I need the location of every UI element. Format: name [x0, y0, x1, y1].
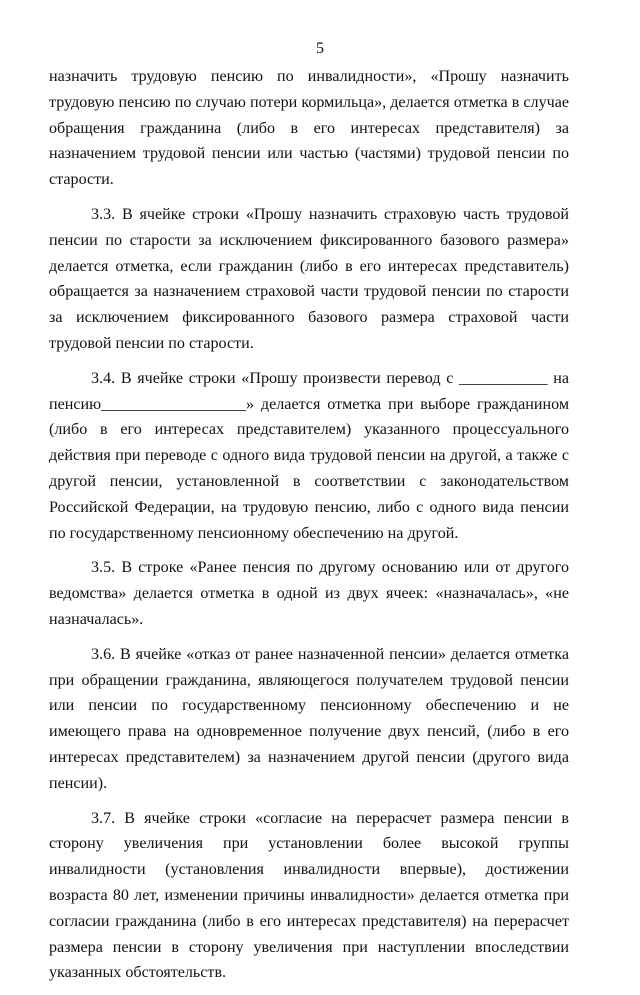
paragraph-3-6: 3.6. В ячейке «отказ от ранее назначенной пенсии» делается отметка при обращении гражданина, являющегося получателем трудовой пенсии или пенсии по государственному пенсионному обеспечению и не имеющего права на одновременное получение двух пенсий, (либо в его интересах представителем) за назначением другой пенсии (другого вида пенсии). — [49, 645, 569, 792]
paragraph-3-5: 3.5. В строке «Ранее пенсия по другому основанию или от другого ведомства» делается отметка в одной из двух ячеек: «назначалась», «не назначалась». — [49, 559, 569, 628]
page-number: 5 — [316, 40, 324, 57]
paragraph-3-3: 3.3. В ячейке строки «Прошу назначить страховую часть трудовой пенсии по старости за исключением фиксированного базового размера» делается отметка, если гражданин (либо в его интересах представитель) обращается за назначением страховой части трудовой пенсии по старости за исключением фиксированного базового размера страховой части трудовой пенсии по старости. — [49, 205, 569, 352]
document-body — [49, 64, 569, 995]
paragraph-3-4: 3.4. В ячейке строки «Прошу произвести перевод с ___________ на пенсию__________________» делается отметка при выборе гражданином (либо в его интересах представителем) указанного процессуального действия при переводе с одного вида трудовой пенсии на другой, а также с другой пенсии, установленной в соответствии с законодательством Российской Федерации, на трудовую пенсию, либо с одного вида пенсии по государственному пенсионному обеспечению на другой. — [49, 369, 569, 542]
paragraph-3-7: 3.7. В ячейке строки «согласие на перерасчет размера пенсии в сторону увеличения при установлении более высокой группы инвалидности (установления инвалидности впервые), достижении возраста 80 лет, изменении причины инвалидности» делается отметка при согласии гражданина (либо в его интересах представителя) на перерасчет размера пенсии в сторону увеличения при наступлении впоследствии указанных обстоятельств. — [49, 809, 569, 982]
paragraph-continuation: назначить трудовую пенсию по инвалидности», «Прошу назначить трудовую пенсию по случаю потери кормильца», делается отметка в случае обращения гражданина (либо в его интересах представителя) за назначением трудовой пенсии или частью (частями) трудовой пенсии по старости. — [49, 68, 569, 189]
